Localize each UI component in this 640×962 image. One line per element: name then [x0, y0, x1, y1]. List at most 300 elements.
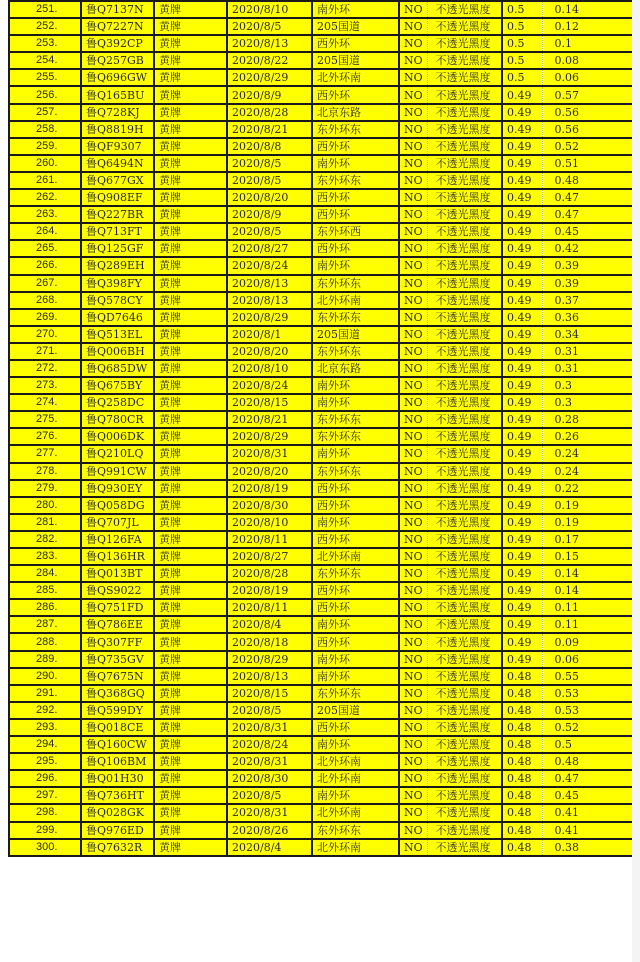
license-plate: 鲁Q125GF [86, 242, 144, 256]
row-number-cell [9, 839, 81, 856]
plate-type-cell [154, 565, 227, 582]
metric-label: 不透光黑度 [435, 738, 491, 752]
metric-cell [427, 411, 502, 428]
license-plate: 鲁Q257GB [86, 54, 144, 68]
row-number: 255. [36, 71, 58, 84]
date-cell [227, 18, 312, 35]
inspection-date: 2020/8/5 [232, 789, 282, 803]
measured-cell [542, 326, 633, 343]
flag-cell [399, 104, 427, 121]
plate-type-cell [154, 497, 227, 514]
plate-type-cell [154, 394, 227, 411]
metric-label: 不透光黑度 [435, 772, 491, 786]
limit-cell [502, 685, 542, 702]
location-cell [312, 86, 399, 103]
metric-cell [427, 685, 502, 702]
metric-cell [427, 428, 502, 445]
plate-cell [81, 172, 154, 189]
plate-type: 黄牌 [159, 447, 181, 461]
row-number: 256. [36, 88, 58, 101]
license-plate: 鲁Q675BY [86, 379, 143, 393]
flag-cell [399, 275, 427, 292]
flag-cell [399, 52, 427, 69]
inspection-location: 西外环 [317, 481, 350, 495]
license-plate: 鲁Q7632R [86, 840, 143, 854]
plate-type: 黄牌 [159, 567, 181, 581]
measured-cell [542, 52, 633, 69]
inspection-date: 2020/8/15 [232, 396, 289, 410]
date-cell [227, 770, 312, 787]
measured-value: 0.31 [554, 344, 579, 358]
plate-cell [81, 86, 154, 103]
row-number: 264. [36, 225, 58, 238]
limit-cell [502, 668, 542, 685]
plate-cell [81, 480, 154, 497]
table-row [9, 736, 633, 753]
plate-type: 黄牌 [159, 840, 181, 854]
measured-cell [542, 1, 633, 18]
plate-type: 黄牌 [159, 498, 181, 512]
inspection-date: 2020/8/11 [232, 532, 289, 546]
plate-type-cell [154, 633, 227, 650]
limit-cell [502, 770, 542, 787]
measured-value: 0.22 [554, 481, 579, 495]
measured-cell [542, 702, 633, 719]
measured-value: 0.24 [554, 464, 579, 478]
plate-cell [81, 18, 154, 35]
plate-type-cell [154, 292, 227, 309]
metric-cell [427, 582, 502, 599]
inspection-date: 2020/8/9 [232, 88, 282, 102]
flag-cell [399, 463, 427, 480]
metric-cell [427, 753, 502, 770]
plate-type: 黄牌 [159, 601, 181, 615]
limit-cell [502, 787, 542, 804]
measured-value: 0.19 [554, 515, 579, 529]
location-cell [312, 35, 399, 52]
table-row [9, 18, 633, 35]
location-cell [312, 445, 399, 462]
limit-cell [502, 223, 542, 240]
plate-cell [81, 531, 154, 548]
table-row [9, 326, 633, 343]
license-plate: 鲁Q707JL [86, 515, 139, 529]
limit-cell [502, 189, 542, 206]
measured-value: 0.14 [554, 567, 579, 581]
location-cell [312, 52, 399, 69]
metric-label: 不透光黑度 [435, 584, 491, 598]
flag-cell [399, 616, 427, 633]
inspection-location: 东外环东 [317, 276, 361, 290]
measured-value: 0.55 [554, 669, 579, 683]
date-cell [227, 787, 312, 804]
plate-type: 黄牌 [159, 344, 181, 358]
location-cell [312, 18, 399, 35]
pass-flag: NO [404, 703, 423, 717]
measured-cell [542, 804, 633, 821]
row-number-cell [9, 86, 81, 103]
metric-cell [427, 616, 502, 633]
measured-cell [542, 770, 633, 787]
metric-label: 不透光黑度 [435, 720, 491, 734]
limit-value: 0.49 [507, 156, 532, 170]
license-plate: 鲁Q8819H [86, 122, 144, 136]
measured-cell [542, 275, 633, 292]
metric-cell [427, 668, 502, 685]
measured-cell [542, 223, 633, 240]
table-row [9, 822, 633, 839]
row-number: 268. [36, 293, 58, 306]
date-cell [227, 172, 312, 189]
inspection-location: 西外环 [317, 635, 350, 649]
table-row [9, 52, 633, 69]
measured-cell [542, 565, 633, 582]
license-plate: 鲁Q976ED [86, 823, 144, 837]
row-number: 293. [36, 720, 58, 733]
license-plate: 鲁Q018CE [86, 720, 144, 734]
row-number-cell [9, 736, 81, 753]
location-cell [312, 257, 399, 274]
date-cell [227, 565, 312, 582]
row-number-cell [9, 582, 81, 599]
metric-cell [427, 822, 502, 839]
pass-flag: NO [404, 755, 423, 769]
measured-cell [542, 394, 633, 411]
license-plate: 鲁Q106BM [86, 755, 147, 769]
metric-label: 不透光黑度 [435, 173, 491, 187]
location-cell [312, 377, 399, 394]
row-number-cell [9, 138, 81, 155]
inspection-location: 西外环 [317, 601, 350, 615]
measured-cell [542, 616, 633, 633]
row-number: 280. [36, 498, 58, 511]
inspection-location: 205国道 [317, 703, 360, 717]
limit-cell [502, 531, 542, 548]
plate-type: 黄牌 [159, 293, 181, 307]
limit-value: 0.49 [507, 567, 532, 581]
measured-cell [542, 343, 633, 360]
plate-type: 黄牌 [159, 652, 181, 666]
row-number: 295. [36, 755, 58, 768]
inspection-date: 2020/8/30 [232, 498, 289, 512]
limit-value: 0.48 [507, 720, 532, 734]
limit-value: 0.49 [507, 396, 532, 410]
plate-type: 黄牌 [159, 20, 181, 34]
date-cell [227, 309, 312, 326]
measured-cell [542, 633, 633, 650]
row-number: 281. [36, 515, 58, 528]
plate-type-cell [154, 411, 227, 428]
measured-cell [542, 497, 633, 514]
row-number: 253. [36, 37, 58, 50]
plate-cell [81, 343, 154, 360]
metric-cell [427, 104, 502, 121]
metric-label: 不透光黑度 [435, 105, 491, 119]
plate-type: 黄牌 [159, 720, 181, 734]
limit-value: 0.49 [507, 191, 532, 205]
date-cell [227, 839, 312, 856]
plate-cell [81, 309, 154, 326]
plate-cell [81, 35, 154, 52]
measured-cell [542, 104, 633, 121]
inspection-date: 2020/8/13 [232, 669, 289, 683]
metric-label: 不透光黑度 [435, 310, 491, 324]
measured-value: 0.48 [554, 755, 579, 769]
measured-cell [542, 599, 633, 616]
limit-cell [502, 104, 542, 121]
inspection-location: 东外环东 [317, 413, 361, 427]
limit-cell [502, 1, 542, 18]
metric-cell [427, 548, 502, 565]
location-cell [312, 685, 399, 702]
inspection-date: 2020/8/28 [232, 567, 289, 581]
plate-type-cell [154, 257, 227, 274]
metric-label: 不透光黑度 [435, 618, 491, 632]
license-plate: 鲁Q908EF [86, 191, 143, 205]
date-cell [227, 155, 312, 172]
limit-cell [502, 428, 542, 445]
location-cell [312, 292, 399, 309]
metric-label: 不透光黑度 [435, 532, 491, 546]
license-plate: 鲁Q013BT [86, 567, 143, 581]
metric-cell [427, 770, 502, 787]
metric-label: 不透光黑度 [435, 88, 491, 102]
date-cell [227, 480, 312, 497]
measured-value: 0.14 [554, 584, 579, 598]
limit-value: 0.48 [507, 686, 532, 700]
measured-value: 0.52 [554, 720, 579, 734]
date-cell [227, 104, 312, 121]
measured-value: 0.51 [554, 156, 579, 170]
limit-value: 0.48 [507, 823, 532, 837]
date-cell [227, 206, 312, 223]
inspection-location: 南外环 [317, 515, 350, 529]
license-plate: 鲁QD7646 [86, 310, 143, 324]
row-number-cell [9, 616, 81, 633]
inspection-location: 西外环 [317, 584, 350, 598]
pass-flag: NO [404, 550, 423, 564]
measured-value: 0.56 [554, 122, 579, 136]
plate-type-cell [154, 35, 227, 52]
row-number-cell [9, 121, 81, 138]
inspection-location: 南外环 [317, 447, 350, 461]
plate-type-cell [154, 428, 227, 445]
plate-cell [81, 326, 154, 343]
table-row [9, 104, 633, 121]
limit-cell [502, 736, 542, 753]
metric-cell [427, 52, 502, 69]
plate-type-cell [154, 1, 227, 18]
plate-type: 黄牌 [159, 789, 181, 803]
plate-type: 黄牌 [159, 618, 181, 632]
plate-type-cell [154, 685, 227, 702]
inspection-location: 南外环 [317, 379, 350, 393]
limit-value: 0.49 [507, 208, 532, 222]
measured-value: 0.56 [554, 105, 579, 119]
plate-type-cell [154, 514, 227, 531]
row-number: 263. [36, 208, 58, 221]
location-cell [312, 309, 399, 326]
license-plate: 鲁Q930EY [86, 481, 143, 495]
plate-cell [81, 565, 154, 582]
metric-cell [427, 360, 502, 377]
flag-cell [399, 69, 427, 86]
measured-value: 0.45 [554, 225, 579, 239]
date-cell [227, 685, 312, 702]
limit-cell [502, 121, 542, 138]
flag-cell [399, 599, 427, 616]
limit-value: 0.49 [507, 413, 532, 427]
metric-cell [427, 394, 502, 411]
pass-flag: NO [404, 515, 423, 529]
location-cell [312, 565, 399, 582]
measured-cell [542, 736, 633, 753]
limit-value: 0.49 [507, 618, 532, 632]
limit-cell [502, 86, 542, 103]
row-number-cell [9, 189, 81, 206]
limit-value: 0.48 [507, 806, 532, 820]
table-row [9, 428, 633, 445]
row-number: 260. [36, 156, 58, 169]
location-cell [312, 121, 399, 138]
measured-cell [542, 257, 633, 274]
limit-value: 0.49 [507, 259, 532, 273]
limit-cell [502, 155, 542, 172]
date-cell [227, 804, 312, 821]
metric-cell [427, 138, 502, 155]
date-cell [227, 633, 312, 650]
pass-flag: NO [404, 686, 423, 700]
metric-cell [427, 240, 502, 257]
table-row [9, 275, 633, 292]
plate-type-cell [154, 326, 227, 343]
license-plate: 鲁Q165BU [86, 88, 145, 102]
row-number: 262. [36, 191, 58, 204]
row-number: 265. [36, 242, 58, 255]
plate-type-cell [154, 480, 227, 497]
pass-flag: NO [404, 789, 423, 803]
inspection-location: 北外环南 [317, 293, 361, 307]
metric-cell [427, 292, 502, 309]
limit-cell [502, 565, 542, 582]
inspection-date: 2020/8/29 [232, 652, 289, 666]
metric-label: 不透光黑度 [435, 208, 491, 222]
inspection-date: 2020/8/29 [232, 310, 289, 324]
vehicle-emission-table [8, 0, 634, 857]
plate-cell [81, 52, 154, 69]
inspection-date: 2020/8/26 [232, 823, 289, 837]
inspection-date: 2020/8/27 [232, 550, 289, 564]
inspection-date: 2020/8/11 [232, 601, 289, 615]
plate-type-cell [154, 599, 227, 616]
plate-cell [81, 463, 154, 480]
plate-cell [81, 787, 154, 804]
measured-value: 0.57 [554, 88, 579, 102]
limit-value: 0.49 [507, 584, 532, 598]
inspection-location: 西外环 [317, 532, 350, 546]
plate-type: 黄牌 [159, 806, 181, 820]
metric-cell [427, 155, 502, 172]
table-row [9, 565, 633, 582]
plate-cell [81, 360, 154, 377]
plate-type: 黄牌 [159, 139, 181, 153]
row-number: 273. [36, 379, 58, 392]
plate-type: 黄牌 [159, 481, 181, 495]
metric-label: 不透光黑度 [435, 789, 491, 803]
measured-value: 0.08 [554, 54, 579, 68]
plate-type-cell [154, 86, 227, 103]
date-cell [227, 52, 312, 69]
row-number: 291. [36, 686, 58, 699]
plate-type-cell [154, 719, 227, 736]
table-row [9, 497, 633, 514]
plate-type-cell [154, 360, 227, 377]
flag-cell [399, 480, 427, 497]
metric-label: 不透光黑度 [435, 413, 491, 427]
inspection-date: 2020/8/24 [232, 259, 289, 273]
measured-value: 0.11 [554, 601, 579, 615]
table-row [9, 770, 633, 787]
inspection-date: 2020/8/9 [232, 208, 282, 222]
license-plate: 鲁Q058DG [86, 498, 145, 512]
table-row [9, 1, 633, 18]
inspection-location: 西外环 [317, 88, 350, 102]
date-cell [227, 377, 312, 394]
limit-value: 0.5 [507, 37, 525, 51]
inspection-location: 东外环东 [317, 823, 361, 837]
limit-cell [502, 240, 542, 257]
plate-cell [81, 599, 154, 616]
flag-cell [399, 206, 427, 223]
measured-value: 0.47 [554, 191, 579, 205]
limit-value: 0.49 [507, 430, 532, 444]
location-cell [312, 360, 399, 377]
date-cell [227, 548, 312, 565]
pass-flag: NO [404, 669, 423, 683]
plate-type: 黄牌 [159, 191, 181, 205]
inspection-location: 南外环 [317, 3, 350, 17]
plate-type: 黄牌 [159, 225, 181, 239]
plate-cell [81, 138, 154, 155]
flag-cell [399, 770, 427, 787]
metric-label: 不透光黑度 [435, 191, 491, 205]
measured-cell [542, 240, 633, 257]
date-cell [227, 257, 312, 274]
pass-flag: NO [404, 173, 423, 187]
measured-cell [542, 189, 633, 206]
location-cell [312, 463, 399, 480]
metric-cell [427, 275, 502, 292]
plate-cell [81, 189, 154, 206]
location-cell [312, 326, 399, 343]
measured-cell [542, 86, 633, 103]
limit-value: 0.49 [507, 225, 532, 239]
plate-type: 黄牌 [159, 122, 181, 136]
table-row [9, 172, 633, 189]
pass-flag: NO [404, 772, 423, 786]
license-plate: 鲁Q006BH [86, 344, 145, 358]
limit-value: 0.49 [507, 498, 532, 512]
metric-cell [427, 1, 502, 18]
row-number-cell [9, 719, 81, 736]
inspection-location: 北京东路 [317, 362, 361, 376]
row-number: 251. [36, 3, 58, 16]
measured-cell [542, 839, 633, 856]
date-cell [227, 69, 312, 86]
limit-cell [502, 206, 542, 223]
location-cell [312, 155, 399, 172]
pass-flag: NO [404, 276, 423, 290]
